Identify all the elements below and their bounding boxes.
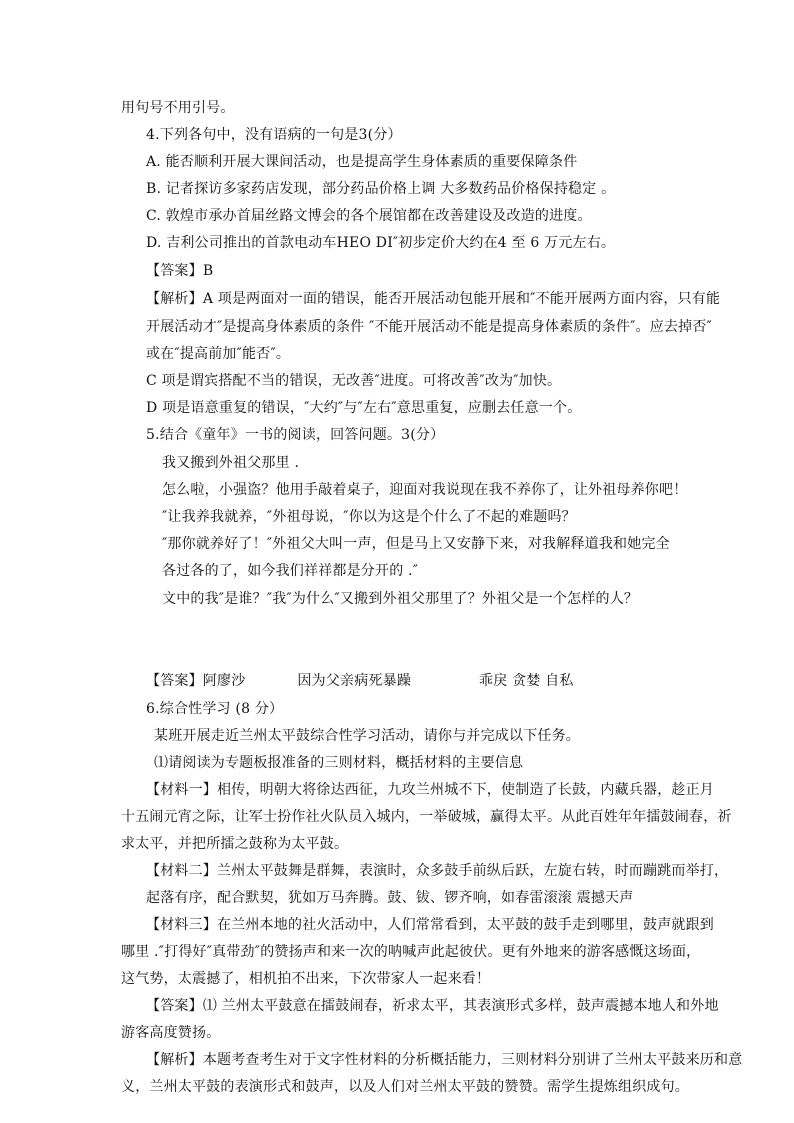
q5-answer: [146, 672, 574, 690]
material-label: 【材料三】: [146, 917, 217, 933]
q4-analysis-line: C 项是谓宾搭配不当的错误，无改善″进度。可将改善″改为″加快。: [146, 373, 562, 389]
q4-stem: 4.下列各句中，没有语病的一句是3(分）: [146, 127, 402, 143]
q4-option-b: B. 记者探访多家药店发现，部分药品价格上调 大多数药品价格保持稳定 。: [146, 181, 616, 197]
q4-option-a: A. 能否顺利开展大课间活动，也是提高学生身体素质的重要保障条件: [146, 154, 578, 170]
answer-label: 【答案】: [146, 673, 203, 689]
q5-passage-line: ″让我养我就养，″外祖母说，″你以为这是个什么了不起的难题吗？: [162, 509, 576, 525]
material-2-line: 起落有序，配合默契，犹如万马奔腾。鼓、钹、锣齐响，如春雷滚滚 震撼天声: [146, 890, 634, 906]
material-3-line: 这气势，太震撼了，相机拍不出来，下次带家人一起来看！: [121, 971, 491, 987]
q4-analysis-line: 或在″提高前加″能否″。: [146, 346, 291, 362]
q5-stem: 5.结合《童年》一书的阅读，回答问题。3(分）: [146, 427, 445, 443]
q6-stem: 6.综合性学习 (8 分）: [146, 701, 284, 717]
material-1-line: 十五闹元宵之际，让军士扮作社火队员入城内，一举破城，赢得太平。从此百姓年年擂鼓闹春，祈: [121, 809, 732, 825]
material-label: 【材料二】: [146, 863, 217, 879]
q6-analysis-line: 义，兰州太平鼓的表演形式和鼓声，以及人们对兰州太平鼓的赞赞。需学生提炼组织成句。: [121, 1079, 689, 1095]
answer-part: 因为父亲病死暴躁: [297, 673, 412, 689]
q6-intro: 某班开展走近兰州太平鼓综合性学习活动，请你与并完成以下任务。: [154, 728, 580, 744]
q4-analysis-line: D 项是语意重复的错误，″大约″与″左右″意思重复，应删去任意一个。: [146, 400, 582, 416]
q4-option-d: D. 吉利公司推出的首款电动车ΗΕΟ DI″初步定价大约在4 至 6 万元左右。: [146, 235, 616, 251]
q4-analysis-line: 开展活动才″是提高身体素质的条件 ″不能开展活动不能是提高身体素质的条件″。应去掉否″: [146, 319, 712, 335]
answer-part: 阿廖沙: [202, 673, 246, 689]
answer-value: B: [202, 263, 214, 279]
q6-answer-line: 【答案】⑴ 兰州太平鼓意在擂鼓闹春，祈求太平，其表演形式多样，鼓声震撼本地人和外地: [146, 998, 719, 1014]
q5-passage-line: 怎么啦，小强盗？他用手敲着桌子，迎面对我说现在我不养你了，让外祖母养你吧！: [162, 482, 688, 498]
q4-option-c: C. 敦煌市承办首届丝路文博会的各个展馆都在改善建设及改造的进度。: [146, 208, 592, 224]
q6-analysis-line: 【解析】本题考查考生对于文字性材料的分析概括能力，三则材料分别讲了兰州太平鼓来历和意: [146, 1052, 743, 1068]
q5-passage-line: 我又搬到外祖父那里 .: [162, 455, 300, 471]
q5-passage-line: 各过各的了，如今我们祥祥都是分开的 .″: [162, 563, 419, 579]
q4-analysis-line: 【解析】A 项是两面对一面的错误，能否开展活动包能开展和″不能开展两方面内容，只有能: [146, 291, 721, 307]
material-1-line: 【材料一】相传，明朝大将徐达西征，九攻兰州城不下，使制造了长鼓，内藏兵器，趁正月: [146, 782, 714, 798]
answer-part: 乖戾 贪婪 自私: [479, 673, 574, 689]
q6-task-1: ⑴请阅读为专题板报准备的三则材料，概括材料的主要信息: [154, 755, 524, 771]
material-3-line: 哪里 .″打得好″真带劲″的赞扬声和来一次的呐喊声此起彼伏。更有外地来的游客感慨这场面，: [121, 944, 701, 960]
q5-passage-line: ″那你就养好了！″外祖父大叫一声，但是马上又安静下来，对我解释道我和她完全: [162, 536, 670, 552]
intro-line: 用句号不用引号。: [121, 100, 235, 116]
material-1-line: 求太平，并把所擂之鼓称为太平鼓。: [121, 836, 349, 852]
material-3-line: 【材料三】在兰州本地的社火活动中，人们常常看到，太平鼓的鼓手走到哪里，鼓声就跟到: [146, 917, 714, 933]
material-2-line: 【材料二】兰州太平鼓舞是群舞，表演时，众多鼓手前纵后跃，左旋右转，时而蹦跳而举打，: [146, 863, 729, 879]
q4-answer: [146, 262, 213, 280]
answer-label: 【答案】: [146, 998, 203, 1014]
q5-question: 文中的我″是谁？″我″为什么″又搬到外祖父那里了？外祖父是一个怎样的人？: [162, 591, 639, 607]
analysis-label: 【解析】: [146, 1052, 203, 1068]
analysis-label: 【解析】: [146, 291, 203, 307]
answer-label: 【答案】: [146, 263, 203, 279]
q6-answer-line: 游客高度赞扬。: [121, 1025, 221, 1041]
material-label: 【材料一】: [146, 782, 217, 798]
